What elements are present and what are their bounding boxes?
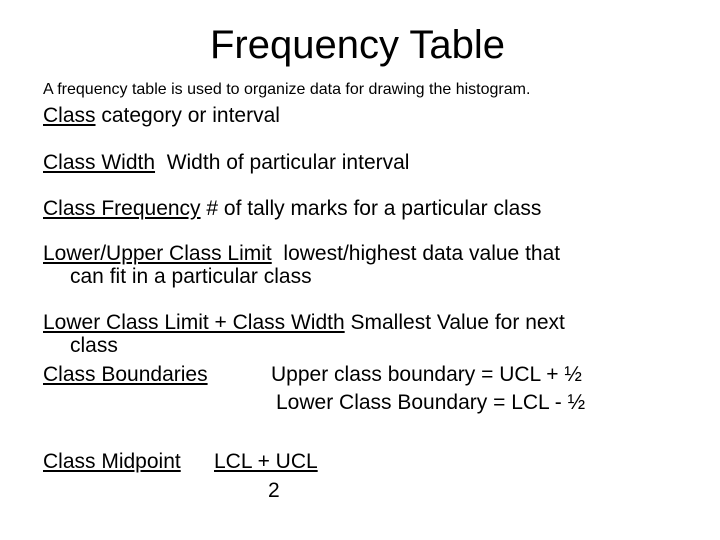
- desc-class-width: Width of particular interval: [155, 151, 410, 174]
- desc-class: category or interval: [95, 104, 280, 127]
- desc-next-lower: Smallest Value for next: [344, 311, 565, 334]
- desc-class-limit-cont: can fit in a particular class: [70, 265, 312, 288]
- upper-boundary: Upper class boundary = UCL + ½: [271, 363, 582, 386]
- term-next-lower: Lower Class Limit + Class Width: [43, 311, 345, 334]
- definition-midpoint: [43, 450, 181, 474]
- midpoint-denominator: 2: [268, 479, 280, 502]
- definition-class-limit: [43, 242, 560, 266]
- definition-class: [43, 104, 280, 128]
- definition-class-width: [43, 151, 409, 175]
- term-class-frequency: Class Frequency: [43, 197, 201, 220]
- definition-next-lower: [43, 311, 565, 335]
- desc-class-limit: lowest/highest data value that: [271, 242, 561, 265]
- definition-class-frequency: [43, 197, 541, 221]
- intro-text: A frequency table is used to organize data for drawing the histogram.: [43, 81, 531, 98]
- term-class: Class: [43, 104, 96, 127]
- term-class-limit: Lower/Upper Class Limit: [43, 242, 272, 265]
- desc-next-lower-cont: class: [70, 334, 118, 357]
- midpoint-numerator: LCL + UCL: [214, 450, 318, 473]
- term-class-width: Class Width: [43, 151, 156, 174]
- desc-class-frequency: # of tally marks for a particular class: [200, 197, 542, 220]
- slide-title: Frequency Table: [210, 23, 505, 67]
- term-boundaries: Class Boundaries: [43, 363, 208, 386]
- term-midpoint: Class Midpoint: [43, 450, 181, 473]
- lower-boundary: Lower Class Boundary = LCL - ½: [276, 391, 586, 414]
